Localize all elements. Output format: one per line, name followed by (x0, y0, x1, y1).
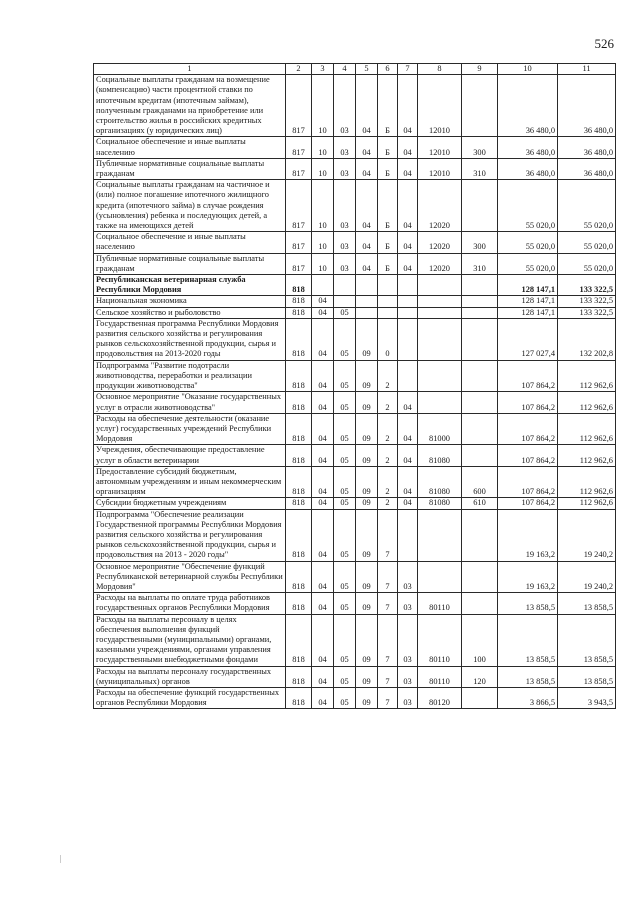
cell-expense-type: 300 (462, 137, 498, 158)
cell-subprogram: 7 (378, 666, 398, 687)
cell-ministry-code: 818 (286, 666, 312, 687)
cell-direction: 12010 (418, 158, 462, 179)
table-header-row (94, 64, 616, 75)
cell-amount-year1: 13 858,5 (498, 593, 558, 614)
cell-program: 09 (356, 666, 378, 687)
cell-name: Социальное обеспечение и иные выплаты населению (94, 137, 286, 158)
cell-direction: 81080 (418, 466, 462, 498)
table-row (94, 318, 616, 360)
cell-program: 04 (356, 232, 378, 253)
cell-subsection: 05 (334, 307, 356, 318)
table-row (94, 253, 616, 274)
table-row (94, 75, 616, 137)
cell-activity: 04 (398, 158, 418, 179)
cell-program: 09 (356, 498, 378, 509)
cell-ministry-code: 818 (286, 275, 312, 296)
cell-activity: 03 (398, 561, 418, 593)
cell-subprogram: Б (378, 180, 398, 232)
cell-amount-year1: 19 163,2 (498, 509, 558, 561)
cell-subprogram: 7 (378, 561, 398, 593)
cell-amount-year2: 13 858,5 (558, 593, 616, 614)
cell-amount-year2: 132 202,8 (558, 318, 616, 360)
cell-subsection: 03 (334, 180, 356, 232)
cell-name: Национальная экономика (94, 296, 286, 307)
cell-section: 04 (312, 593, 334, 614)
cell-name: Публичные нормативные социальные выплаты гражданам (94, 158, 286, 179)
cell-subsection (334, 296, 356, 307)
cell-section: 10 (312, 253, 334, 274)
cell-ministry-code: 818 (286, 593, 312, 614)
cell-subprogram: Б (378, 75, 398, 137)
cell-activity: 04 (398, 445, 418, 466)
cell-amount-year2: 13 858,5 (558, 666, 616, 687)
cell-direction: 80120 (418, 687, 462, 708)
cell-direction: 81000 (418, 413, 462, 445)
cell-ministry-code: 818 (286, 498, 312, 509)
cell-expense-type (462, 307, 498, 318)
header-col-6: 6 (378, 64, 398, 75)
cell-name: Сельское хозяйство и рыболовство (94, 307, 286, 318)
cell-ministry-code: 817 (286, 75, 312, 137)
cell-amount-year2: 19 240,2 (558, 561, 616, 593)
table-row (94, 614, 616, 666)
table-row (94, 509, 616, 561)
cell-expense-type (462, 275, 498, 296)
cell-amount-year1: 55 020,0 (498, 180, 558, 232)
cell-expense-type: 310 (462, 253, 498, 274)
cell-program (356, 296, 378, 307)
cell-amount-year1: 3 866,5 (498, 687, 558, 708)
cell-subprogram: 2 (378, 413, 398, 445)
cell-section: 04 (312, 392, 334, 413)
cell-program: 04 (356, 180, 378, 232)
header-col-9: 9 (462, 64, 498, 75)
cell-expense-type (462, 296, 498, 307)
cell-section: 04 (312, 561, 334, 593)
cell-amount-year2: 112 962,6 (558, 466, 616, 498)
cell-subprogram: 7 (378, 509, 398, 561)
cell-subprogram: 0 (378, 318, 398, 360)
cell-program: 09 (356, 614, 378, 666)
cell-amount-year1: 128 147,1 (498, 307, 558, 318)
table-body (94, 75, 616, 709)
cell-expense-type: 610 (462, 498, 498, 509)
cell-subsection: 05 (334, 318, 356, 360)
cell-amount-year2: 112 962,6 (558, 360, 616, 392)
table-row (94, 180, 616, 232)
cell-subsection (334, 275, 356, 296)
cell-amount-year1: 19 163,2 (498, 561, 558, 593)
cell-amount-year1: 55 020,0 (498, 232, 558, 253)
cell-ministry-code: 818 (286, 614, 312, 666)
cell-expense-type (462, 687, 498, 708)
table-row (94, 392, 616, 413)
header-col-1: 1 (94, 64, 286, 75)
cell-section: 04 (312, 687, 334, 708)
cell-ministry-code: 818 (286, 466, 312, 498)
table-row (94, 307, 616, 318)
cell-subsection: 05 (334, 498, 356, 509)
cell-ministry-code: 817 (286, 180, 312, 232)
cell-amount-year1: 36 480,0 (498, 75, 558, 137)
cell-subprogram: 2 (378, 445, 398, 466)
cell-name: Государственная программа Республики Мордовия развития сельского хозяйства и регулирования рынков сельскохозяйственной продукции, сырья и продовольствия на 2013-2020 годы (94, 318, 286, 360)
cell-amount-year2: 112 962,6 (558, 413, 616, 445)
cell-name: Расходы на обеспечение деятельности (оказание услуг) государственных учреждений Республики Мордовия (94, 413, 286, 445)
cell-amount-year1: 107 864,2 (498, 498, 558, 509)
cell-direction: 81080 (418, 445, 462, 466)
cell-activity: 03 (398, 593, 418, 614)
header-col-10: 10 (498, 64, 558, 75)
table-row (94, 413, 616, 445)
cell-direction (418, 318, 462, 360)
cell-program (356, 275, 378, 296)
cell-program: 04 (356, 137, 378, 158)
table-row (94, 561, 616, 593)
cell-section: 10 (312, 137, 334, 158)
cell-amount-year1: 128 147,1 (498, 296, 558, 307)
cell-program: 04 (356, 158, 378, 179)
cell-ministry-code: 817 (286, 253, 312, 274)
cell-ministry-code: 817 (286, 232, 312, 253)
cell-activity: 04 (398, 180, 418, 232)
cell-expense-type (462, 593, 498, 614)
cell-program: 09 (356, 445, 378, 466)
cell-name: Расходы на обеспечение функций государственных органов Республики Мордовия (94, 687, 286, 708)
cell-direction: 80110 (418, 666, 462, 687)
cell-direction (418, 360, 462, 392)
cell-amount-year1: 107 864,2 (498, 360, 558, 392)
cell-expense-type (462, 360, 498, 392)
cell-ministry-code: 818 (286, 307, 312, 318)
cell-activity: 04 (398, 75, 418, 137)
cell-section: 04 (312, 509, 334, 561)
cell-expense-type: 310 (462, 158, 498, 179)
cell-direction (418, 296, 462, 307)
cell-program: 09 (356, 509, 378, 561)
cell-subprogram: 2 (378, 392, 398, 413)
cell-activity: 03 (398, 666, 418, 687)
header-col-8: 8 (418, 64, 462, 75)
cell-activity: 04 (398, 232, 418, 253)
cell-amount-year2: 55 020,0 (558, 253, 616, 274)
cell-amount-year2: 36 480,0 (558, 137, 616, 158)
cell-section: 04 (312, 445, 334, 466)
cell-expense-type (462, 509, 498, 561)
table-row (94, 158, 616, 179)
cell-section (312, 275, 334, 296)
cell-direction: 12010 (418, 137, 462, 158)
cell-ministry-code: 818 (286, 318, 312, 360)
cell-subprogram: 7 (378, 687, 398, 708)
cell-section: 04 (312, 413, 334, 445)
cell-program: 09 (356, 392, 378, 413)
table-row (94, 137, 616, 158)
cell-section: 10 (312, 158, 334, 179)
table-row (94, 445, 616, 466)
table-row (94, 275, 616, 296)
cell-name: Учреждения, обеспечивающие предоставление услуг в области ветеринарии (94, 445, 286, 466)
cell-subprogram: Б (378, 158, 398, 179)
cell-section: 10 (312, 75, 334, 137)
cell-subsection: 05 (334, 509, 356, 561)
cell-amount-year1: 128 147,1 (498, 275, 558, 296)
cell-subsection: 05 (334, 593, 356, 614)
cell-section: 10 (312, 232, 334, 253)
cell-subsection: 05 (334, 561, 356, 593)
cell-subsection: 03 (334, 75, 356, 137)
cell-subsection: 03 (334, 158, 356, 179)
cell-amount-year2: 133 322,5 (558, 307, 616, 318)
cell-expense-type: 600 (462, 466, 498, 498)
cell-subprogram: 7 (378, 614, 398, 666)
cell-amount-year2: 133 322,5 (558, 275, 616, 296)
cell-program: 09 (356, 413, 378, 445)
cell-direction: 80110 (418, 593, 462, 614)
cell-amount-year1: 55 020,0 (498, 253, 558, 274)
cell-subprogram: 2 (378, 498, 398, 509)
cell-ministry-code: 818 (286, 445, 312, 466)
cell-expense-type: 300 (462, 232, 498, 253)
header-col-3: 3 (312, 64, 334, 75)
cell-program: 09 (356, 360, 378, 392)
cell-ministry-code: 818 (286, 687, 312, 708)
cell-ministry-code: 818 (286, 413, 312, 445)
cell-direction: 81080 (418, 498, 462, 509)
cell-expense-type: 120 (462, 666, 498, 687)
budget-table (93, 63, 616, 709)
cell-name: Расходы на выплаты по оплате труда работников государственных органов Республики Мордовия (94, 593, 286, 614)
cell-direction (418, 561, 462, 593)
table-row (94, 360, 616, 392)
header-col-7: 7 (398, 64, 418, 75)
cell-section: 04 (312, 466, 334, 498)
cell-subprogram (378, 296, 398, 307)
cell-name: Социальные выплаты гражданам на возмещение (компенсацию) части процентной ставки по ипотечным кредитам (ипотечным займам), полученным гражданами на приобретение или строительство жилья в российских кредитных организациях (у юридических лиц) (94, 75, 286, 137)
cell-program: 09 (356, 593, 378, 614)
cell-direction: 12010 (418, 75, 462, 137)
cell-subsection: 03 (334, 253, 356, 274)
table-row (94, 666, 616, 687)
page-number: 526 (594, 36, 614, 51)
cell-subprogram: 2 (378, 360, 398, 392)
cell-activity: 04 (398, 253, 418, 274)
cell-activity: 04 (398, 392, 418, 413)
cell-ministry-code: 818 (286, 360, 312, 392)
cell-direction: 12020 (418, 180, 462, 232)
header-col-5: 5 (356, 64, 378, 75)
table-row (94, 466, 616, 498)
cell-amount-year2: 13 858,5 (558, 614, 616, 666)
cell-name: Субсидии бюджетным учреждениям (94, 498, 286, 509)
cell-subprogram (378, 275, 398, 296)
header-col-11: 11 (558, 64, 616, 75)
cell-section: 04 (312, 498, 334, 509)
cell-activity (398, 509, 418, 561)
cell-direction: 12020 (418, 232, 462, 253)
cell-amount-year1: 107 864,2 (498, 466, 558, 498)
cell-activity (398, 307, 418, 318)
cell-amount-year1: 107 864,2 (498, 392, 558, 413)
cell-section: 04 (312, 307, 334, 318)
cell-direction (418, 392, 462, 413)
cell-expense-type (462, 75, 498, 137)
cell-section: 04 (312, 296, 334, 307)
cell-amount-year1: 107 864,2 (498, 445, 558, 466)
cell-activity: 03 (398, 614, 418, 666)
cell-activity: 04 (398, 137, 418, 158)
cell-amount-year1: 13 858,5 (498, 666, 558, 687)
cell-program: 04 (356, 75, 378, 137)
cell-subsection: 05 (334, 413, 356, 445)
cell-subprogram (378, 307, 398, 318)
cell-ministry-code: 817 (286, 137, 312, 158)
cell-subsection: 05 (334, 687, 356, 708)
cell-subsection: 05 (334, 392, 356, 413)
cell-name: Предоставление субсидий бюджетным, автономным учреждениям и иным некоммерческим организациям (94, 466, 286, 498)
cell-expense-type (462, 445, 498, 466)
table-row (94, 593, 616, 614)
cell-activity: 04 (398, 498, 418, 509)
cell-ministry-code: 817 (286, 158, 312, 179)
cell-name: Расходы на выплаты персоналу государственных (муниципальных) органов (94, 666, 286, 687)
cell-amount-year2: 55 020,0 (558, 180, 616, 232)
cell-expense-type (462, 180, 498, 232)
cell-subsection: 05 (334, 360, 356, 392)
cell-amount-year2: 3 943,5 (558, 687, 616, 708)
cell-amount-year2: 55 020,0 (558, 232, 616, 253)
cell-direction (418, 307, 462, 318)
table-row (94, 498, 616, 509)
cell-activity: 04 (398, 413, 418, 445)
cell-amount-year1: 13 858,5 (498, 614, 558, 666)
cell-section: 04 (312, 666, 334, 687)
table-row (94, 296, 616, 307)
cell-activity (398, 296, 418, 307)
cell-activity (398, 275, 418, 296)
cell-ministry-code: 818 (286, 561, 312, 593)
table-row (94, 232, 616, 253)
cell-expense-type (462, 392, 498, 413)
cell-activity: 03 (398, 687, 418, 708)
cell-subprogram: 7 (378, 593, 398, 614)
cell-subsection: 05 (334, 614, 356, 666)
cell-amount-year2: 19 240,2 (558, 509, 616, 561)
cell-amount-year1: 107 864,2 (498, 413, 558, 445)
cell-activity (398, 360, 418, 392)
cell-section: 04 (312, 360, 334, 392)
cell-amount-year1: 36 480,0 (498, 137, 558, 158)
cell-activity (398, 318, 418, 360)
cell-subsection: 03 (334, 137, 356, 158)
header-col-2: 2 (286, 64, 312, 75)
cell-expense-type (462, 561, 498, 593)
header-col-4: 4 (334, 64, 356, 75)
cell-subprogram: Б (378, 253, 398, 274)
cell-name: Социальные выплаты гражданам на частичное и (или) полное погашение ипотечного жилищного кредита (ипотечного займа) в случае рождения (усыновления) ребенка и последующих детей, а также на имеющихся детей (94, 180, 286, 232)
cell-program: 09 (356, 466, 378, 498)
cell-direction (418, 275, 462, 296)
cell-name: Основное мероприятие "Оказание государственных услуг в отрасли животноводства" (94, 392, 286, 413)
cell-expense-type: 100 (462, 614, 498, 666)
cell-amount-year2: 36 480,0 (558, 75, 616, 137)
cell-name: Социальное обеспечение и иные выплаты населению (94, 232, 286, 253)
cell-direction (418, 509, 462, 561)
cell-activity: 04 (398, 466, 418, 498)
cell-amount-year2: 112 962,6 (558, 392, 616, 413)
cell-amount-year1: 36 480,0 (498, 158, 558, 179)
cell-program: 09 (356, 561, 378, 593)
cell-expense-type (462, 318, 498, 360)
cell-subsection: 05 (334, 666, 356, 687)
scan-artifact (60, 855, 65, 863)
cell-direction: 12020 (418, 253, 462, 274)
cell-amount-year1: 127 027,4 (498, 318, 558, 360)
cell-name: Публичные нормативные социальные выплаты гражданам (94, 253, 286, 274)
cell-section: 10 (312, 180, 334, 232)
cell-expense-type (462, 413, 498, 445)
cell-name: Республиканская ветеринарная служба Республики Мордовия (94, 275, 286, 296)
cell-amount-year2: 36 480,0 (558, 158, 616, 179)
cell-amount-year2: 112 962,6 (558, 498, 616, 509)
cell-subprogram: Б (378, 137, 398, 158)
cell-subsection: 05 (334, 445, 356, 466)
cell-amount-year2: 133 322,5 (558, 296, 616, 307)
cell-name: Основное мероприятие "Обеспечение функций Республиканской ветеринарной службы Республики Мордовия" (94, 561, 286, 593)
cell-name: Подпрограмма "Развитие подотрасли животноводства, переработки и реализации продукции животноводства" (94, 360, 286, 392)
cell-subprogram: Б (378, 232, 398, 253)
cell-subprogram: 2 (378, 466, 398, 498)
cell-name: Подпрограмма "Обеспечение реализации Государственной программы Республики Мордовия развития сельского хозяйства и регулирования рынков сельскохозяйственной продукции, сырья и продовольствия на 2013 - 2020 годы" (94, 509, 286, 561)
cell-program: 09 (356, 318, 378, 360)
cell-program (356, 307, 378, 318)
cell-subsection: 05 (334, 466, 356, 498)
cell-name: Расходы на выплаты персоналу в целях обеспечения выполнения функций государственными (муниципальными) органами, казенными учреждениями, органами управления государственными внебюджетными фондами (94, 614, 286, 666)
cell-program: 04 (356, 253, 378, 274)
table-row (94, 687, 616, 708)
cell-section: 04 (312, 614, 334, 666)
cell-ministry-code: 818 (286, 509, 312, 561)
cell-program: 09 (356, 687, 378, 708)
cell-ministry-code: 818 (286, 392, 312, 413)
cell-direction: 80110 (418, 614, 462, 666)
cell-ministry-code: 818 (286, 296, 312, 307)
cell-section: 04 (312, 318, 334, 360)
cell-amount-year2: 112 962,6 (558, 445, 616, 466)
cell-subsection: 03 (334, 232, 356, 253)
